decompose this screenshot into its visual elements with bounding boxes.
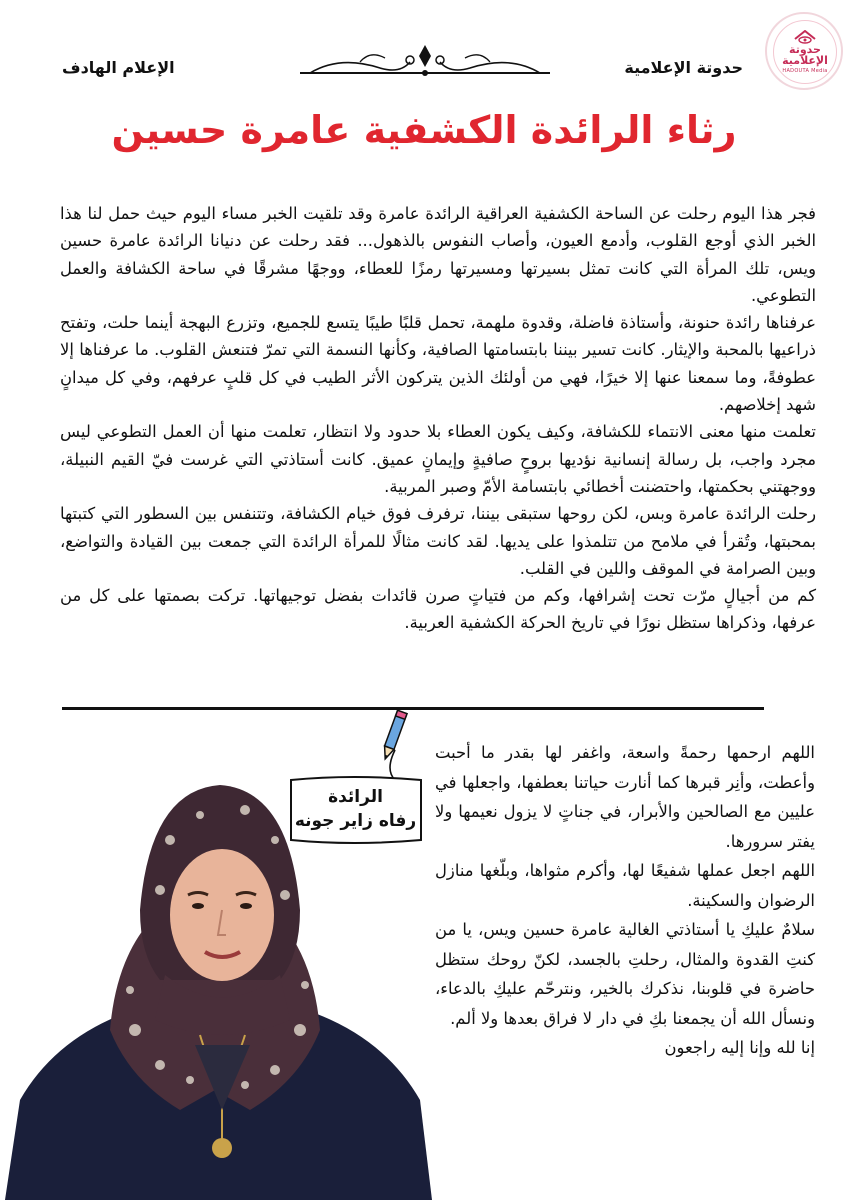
prayer-paragraph: اللهم ارحمها رحمةً واسعة، واغفر لها بقدر ما أحبت وأعطت، وأنِر قبرها كما أنارت حياتنا بعطفها، واجعلها في عليين مع الصالحين والأبرار، في جناتٍ لا يزول نعيمها ولا يفتر سرورها. <box>435 743 815 851</box>
article-paragraph: فجر هذا اليوم رحلت عن الساحة الكشفية العراقية الرائدة عامرة وقد تلقيت الخبر مساء اليوم حيث حمل لنا هذا الخبر الذي أوجع القلوب، وأدمع العيون، وأصاب النفوس بالذهول... فقد رحلت عن دنيانا الرائدة عامرة حسين ويس، تلك المرأة التي كانت تمثل بسيرتها ومسيرتها رمزًا للعطاء، ووجهًا مشرقًا في ساحة الكشافة والعمل التطوعي. <box>60 204 816 305</box>
prayer-text <box>435 738 815 1063</box>
brand-logo <box>765 12 843 90</box>
article-paragraph: عرفناها رائدة حنونة، وأستاذة فاضلة، وقدوة ملهمة، تحمل قلبًا طيبًا يتسع للجميع، وتزرع البهجة أينما حلت، وتفتح ذراعيها بالمحبة والإيثار. كانت تسير بيننا بابتسامتها الصافية، وكأنها النسمة التي تمرّ فتنعش القلوب. ما عرفناها إلا عطوفةً، وما سمعنا عنها إلا خيرًا، فهي من أولئك الذين يتركون الأثر الطيب في كل قلبٍ عرفهم، وفي كل ميدانٍ شهد إخلاصهم. <box>60 313 816 415</box>
prayer-paragraph: إنا لله وإنا إليه راجعون <box>664 1038 815 1057</box>
prayer-paragraph: اللهم اجعل عملها شفيعًا لها، وأكرم مثواها، وبلّغها منازل الرضوان والسكينة. <box>435 861 815 910</box>
logo-title-line1: حدوتة <box>789 43 821 56</box>
prayer-paragraph: سلامٌ عليكِ يا أستاذتي الغالية عامرة حسين ويس، يا من كنتِ القدوة والمثال، رحلتِ بالجسد، لكنّ روحك ستظل حاضرة في قلوبنا، نذكرك بالخير، ونترحّم عليكِ بالدعاء، ونسأل الله أن يجمعنا بكِ في دار لا فراق بعدها ولا ألم. <box>435 920 815 1028</box>
author-title: الرائدة <box>328 787 383 807</box>
article-paragraph: تعلمت منها معنى الانتماء للكشافة، وكيف يكون العطاء بلا حدود ولا انتظار، تعلمت منها أن العمل التطوعي ليس مجرد واجب، بل رسالة إنسانية نؤديها بروحٍ صافيةٍ وإيمانٍ عميق. كانت أستاذتي التي غرست فيّ القيم النبيلة، ووجهتني بحكمتها، واحتضنت أخطائي بابتسامة الأمّ وصبر المربية. <box>60 422 816 496</box>
logo-subtitle: HADOUTA Media <box>782 68 828 74</box>
article-title: رثاء الرائدة الكشفية عامرة حسين <box>111 108 737 152</box>
section-divider <box>62 707 764 710</box>
author-photo <box>0 780 440 1200</box>
author-name: رفاه زاير جونه <box>294 811 417 831</box>
eye-logo-icon <box>794 30 816 44</box>
article-paragraph: كم من أجيالٍ مرّت تحت إشرافها، وكم من فتياتٍ صرن قائدات بفضل توجيهاتها. تركت بصمتها على كل من عرفها، وذكراها ستظل نورًا في تاريخ الحركة الكشفية العربية. <box>60 586 816 633</box>
article-body <box>60 200 816 637</box>
article-paragraph: رحلت الرائدة عامرة وبس، لكن روحها ستبقى بيننا، ترفرف فوق خيام الكشافة، وتتنفس بين السطور التي كتبتها بمحبتها، وتُقرأ في ملامح من تتلمذوا على يديها. لقد كانت مثالًا للمرأة الرائدة التي جمعت بين القيادة والتواضع، وبين الصرامة في الموقف واللين في القلب. <box>60 504 816 578</box>
ornament-divider <box>300 40 550 82</box>
header-brand-label: حدوتة الإعلامية <box>624 58 743 77</box>
logo-title-line2: الإعلامية <box>782 54 828 67</box>
header-tagline: الإعلام الهادف <box>62 58 175 77</box>
